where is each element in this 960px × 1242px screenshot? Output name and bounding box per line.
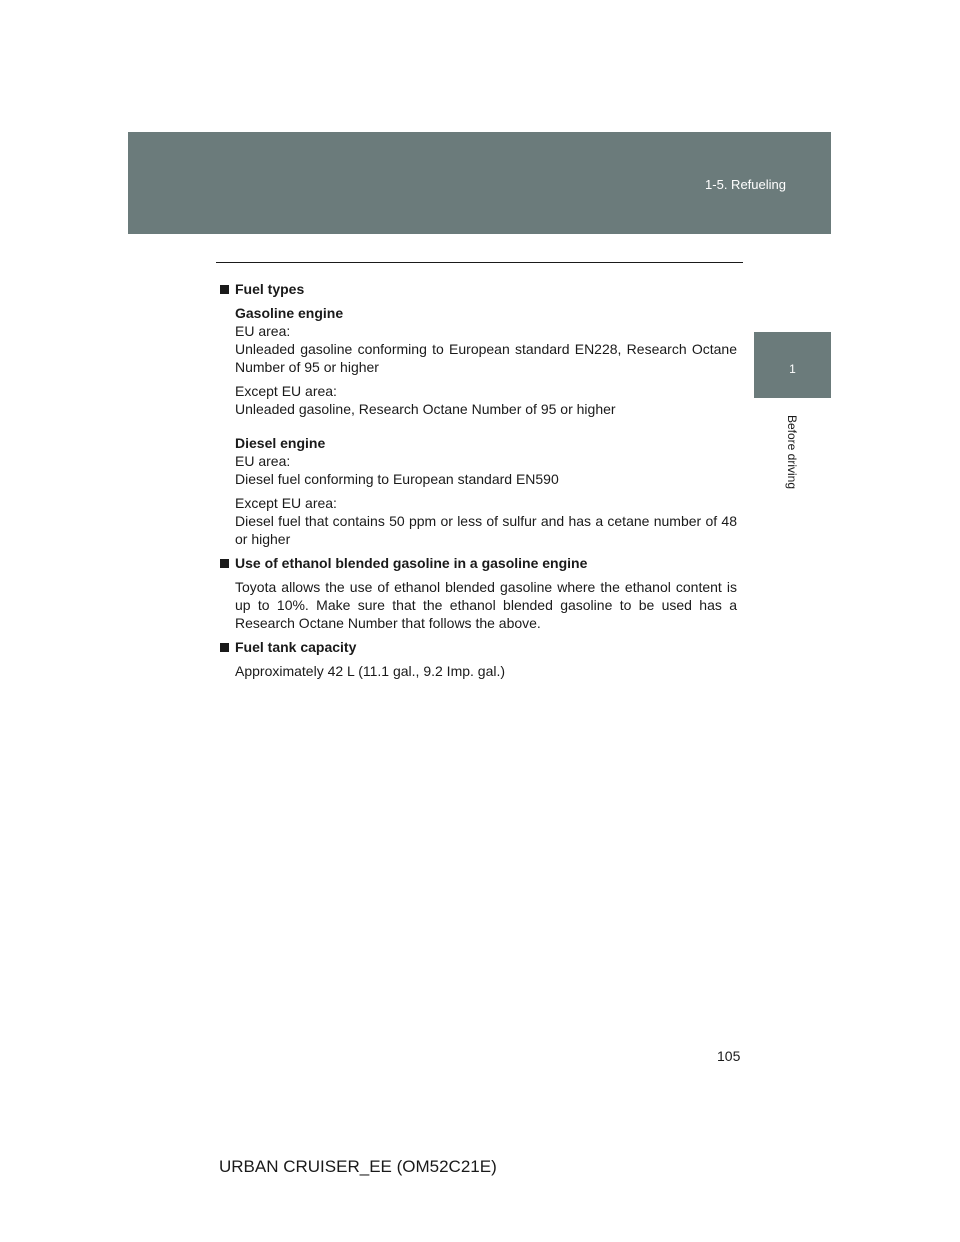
diesel-non-eu-text: Diesel fuel that contains 50 ppm or less of sulfur and has a cetane number of 48 or higher [235, 513, 737, 547]
tank-capacity-heading [220, 638, 737, 656]
tank-capacity-text: Approximately 42 L (11.1 gal., 9.2 Imp. gal.) [235, 663, 506, 679]
gasoline-engine-title: Gasoline engine [235, 305, 344, 321]
gasoline-eu-label: EU area: [235, 323, 291, 339]
tank-capacity-body [220, 662, 737, 680]
top-divider [216, 262, 743, 263]
square-bullet-icon [220, 285, 229, 294]
gasoline-eu-text: Unleaded gasoline conforming to European standard EN228, Research Octane Number of 95 or higher [235, 341, 737, 375]
ethanol-text: Toyota allows the use of ethanol blended gasoline where the ethanol content is up to 10%. Make sure that the ethanol blended gasoline to be used has a Research Octane Number that follows the above. [235, 579, 737, 631]
ethanol-heading [220, 554, 737, 572]
fuel-types-heading [220, 280, 737, 298]
manual-code-footer: URBAN CRUISER_EE (OM52C21E) [219, 1157, 497, 1176]
ethanol-heading-text: Use of ethanol blended gasoline in a gasoline engine [235, 555, 588, 571]
diesel-non-eu-label: Except EU area: [235, 495, 337, 511]
diesel-eu-label: EU area: [235, 453, 291, 469]
page-content [220, 280, 737, 680]
gasoline-non-eu-text: Unleaded gasoline, Research Octane Number of 95 or higher [235, 401, 616, 417]
page-number: 105 [717, 1048, 741, 1064]
fuel-types-heading-text: Fuel types [235, 281, 305, 297]
chapter-tab [754, 332, 831, 398]
gasoline-non-eu-label: Except EU area: [235, 383, 337, 399]
chapter-number: 1 [789, 362, 796, 376]
fuel-types-body [220, 304, 737, 548]
section-title: 1-5. Refueling [705, 177, 786, 192]
diesel-engine-title: Diesel engine [235, 435, 326, 451]
header-band [128, 132, 831, 234]
diesel-eu-text: Diesel fuel conforming to European standard EN590 [235, 471, 559, 487]
ethanol-body [220, 578, 737, 632]
square-bullet-icon [220, 559, 229, 568]
square-bullet-icon [220, 643, 229, 652]
chapter-label-text: Before driving [785, 414, 799, 490]
tank-capacity-heading-text: Fuel tank capacity [235, 639, 357, 655]
chapter-label [766, 404, 818, 500]
